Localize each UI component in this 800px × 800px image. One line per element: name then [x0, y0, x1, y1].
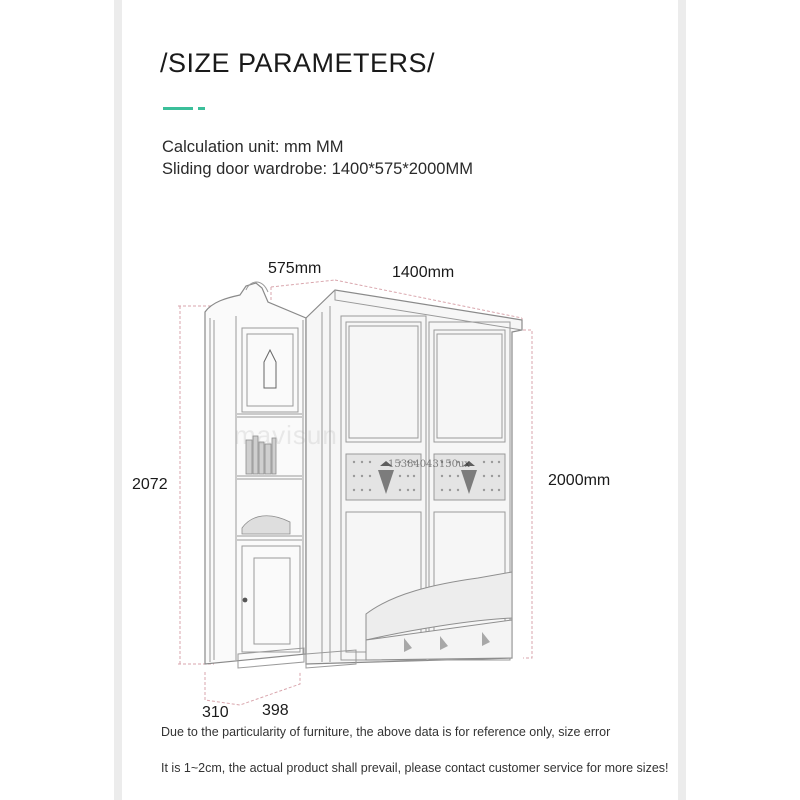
- shelf-depth-label: 310: [202, 704, 229, 721]
- wardrobe-height-label: 2000mm: [548, 472, 611, 489]
- phone-watermark: 15384043150ux: [388, 459, 471, 470]
- disclaimer-line-1: Due to the particularity of furniture, the above data is for reference only, size error: [161, 725, 611, 739]
- shelf-height-label: 2072: [132, 476, 168, 493]
- width-dimension-label: 1400mm: [392, 264, 455, 281]
- wardrobe-size-text: Sliding door wardrobe: 1400*575*2000MM: [162, 160, 473, 178]
- disclaimer-line-2: It is 1~2cm, the actual product shall prevail, please contact customer service for more sizes!: [161, 761, 669, 775]
- brand-watermark: mavisun: [234, 420, 338, 450]
- calculation-unit-text: Calculation unit: mm MM: [162, 138, 344, 156]
- shelf-width-label: 398: [262, 702, 289, 719]
- page-title: /SIZE PARAMETERS/: [160, 48, 436, 78]
- depth-dimension-label: 575mm: [268, 260, 322, 277]
